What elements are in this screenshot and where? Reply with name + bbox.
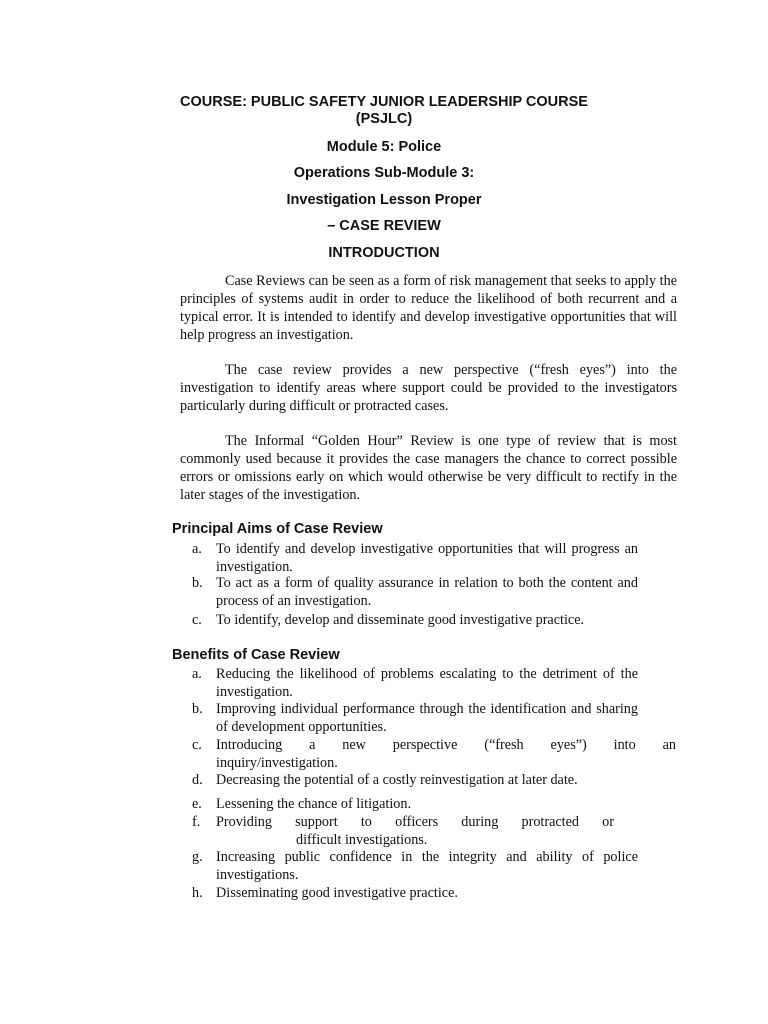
list-marker: a. bbox=[192, 541, 202, 557]
list-marker: g. bbox=[192, 849, 203, 865]
list-item bbox=[192, 814, 638, 849]
list-marker: e. bbox=[192, 796, 202, 812]
intro-paragraph-3: The Informal “Golden Hour” Review is one type of review that is most commonly used because it provides the case managers the chance to correct possible errors or omissions early on which would otherwise be very difficult to rectify in the later stages of the investigation. bbox=[180, 433, 677, 503]
lesson-title: Investigation Lesson Proper bbox=[286, 192, 482, 208]
list-marker: d. bbox=[192, 772, 203, 788]
list-item bbox=[192, 849, 638, 884]
list-item-text: Decreasing the potential of a costly reinvestigation at later date. bbox=[216, 772, 578, 788]
course-title-line1: COURSE: PUBLIC SAFETY JUNIOR LEADERSHIP COURSE bbox=[180, 94, 588, 110]
list-marker: c. bbox=[192, 737, 202, 753]
list-marker: h. bbox=[192, 885, 203, 901]
list-marker: b. bbox=[192, 575, 203, 591]
list-item bbox=[192, 796, 638, 814]
list-item-text: Increasing public confidence in the integrity and ability of police investigations. bbox=[216, 849, 638, 883]
list-item-text-continued: inquiry/investigation. bbox=[216, 754, 338, 771]
list-item bbox=[192, 541, 638, 576]
list-item-text: To identify and develop investigative opportunities that will progress an investigation. bbox=[216, 541, 638, 575]
list-item bbox=[192, 701, 638, 736]
list-item-text: Providing support to officers during protracted or bbox=[216, 814, 614, 830]
intro-paragraph-2: The case review provides a new perspective (“fresh eyes”) into the investigation to identify areas where support could be provided to the investigators particularly during difficult or protracted cases. bbox=[180, 362, 677, 414]
intro-paragraph-1: Case Reviews can be seen as a form of risk management that seeks to apply the principles of systems audit in order to reduce the likelihood of both recurrent and a typical error. It is intended to identify and develop investigative opportunities that will help progress an investigation. bbox=[180, 273, 677, 343]
aims-heading: Principal Aims of Case Review bbox=[172, 521, 383, 537]
list-marker: f. bbox=[192, 814, 201, 830]
list-item-text-continued: difficult investigations. bbox=[296, 831, 428, 848]
list-item bbox=[192, 612, 638, 630]
list-item bbox=[192, 666, 638, 701]
list-marker: a. bbox=[192, 666, 202, 682]
list-marker: c. bbox=[192, 612, 202, 628]
topic-title: – CASE REVIEW bbox=[327, 218, 441, 234]
list-item-text: Reducing the likelihood of problems escalating to the detriment of the investigation. bbox=[216, 666, 638, 700]
list-item-text: Improving individual performance through the identification and sharing of development opportunities. bbox=[216, 701, 638, 735]
submodule-title: Operations Sub-Module 3: bbox=[293, 165, 475, 181]
list-marker: b. bbox=[192, 701, 203, 717]
course-title bbox=[0, 94, 768, 128]
list-item bbox=[192, 885, 638, 903]
list-item bbox=[192, 737, 676, 772]
list-item-text: Lessening the chance of litigation. bbox=[216, 796, 412, 812]
list-item bbox=[192, 575, 638, 610]
list-item-text: Disseminating good investigative practice. bbox=[216, 885, 458, 901]
section-title: INTRODUCTION bbox=[328, 245, 440, 261]
course-title-line2: (PSJLC) bbox=[355, 111, 413, 127]
list-item-text: To act as a form of quality assurance in relation to both the content and process of an investigation. bbox=[216, 575, 638, 609]
list-item-text: Introducing a new perspective (“fresh eyes”) into an bbox=[216, 737, 676, 753]
list-item bbox=[192, 772, 638, 790]
module-title: Module 5: Police bbox=[326, 139, 442, 155]
benefits-heading: Benefits of Case Review bbox=[172, 647, 340, 663]
list-item-text: To identify, develop and disseminate good investigative practice. bbox=[216, 612, 585, 628]
